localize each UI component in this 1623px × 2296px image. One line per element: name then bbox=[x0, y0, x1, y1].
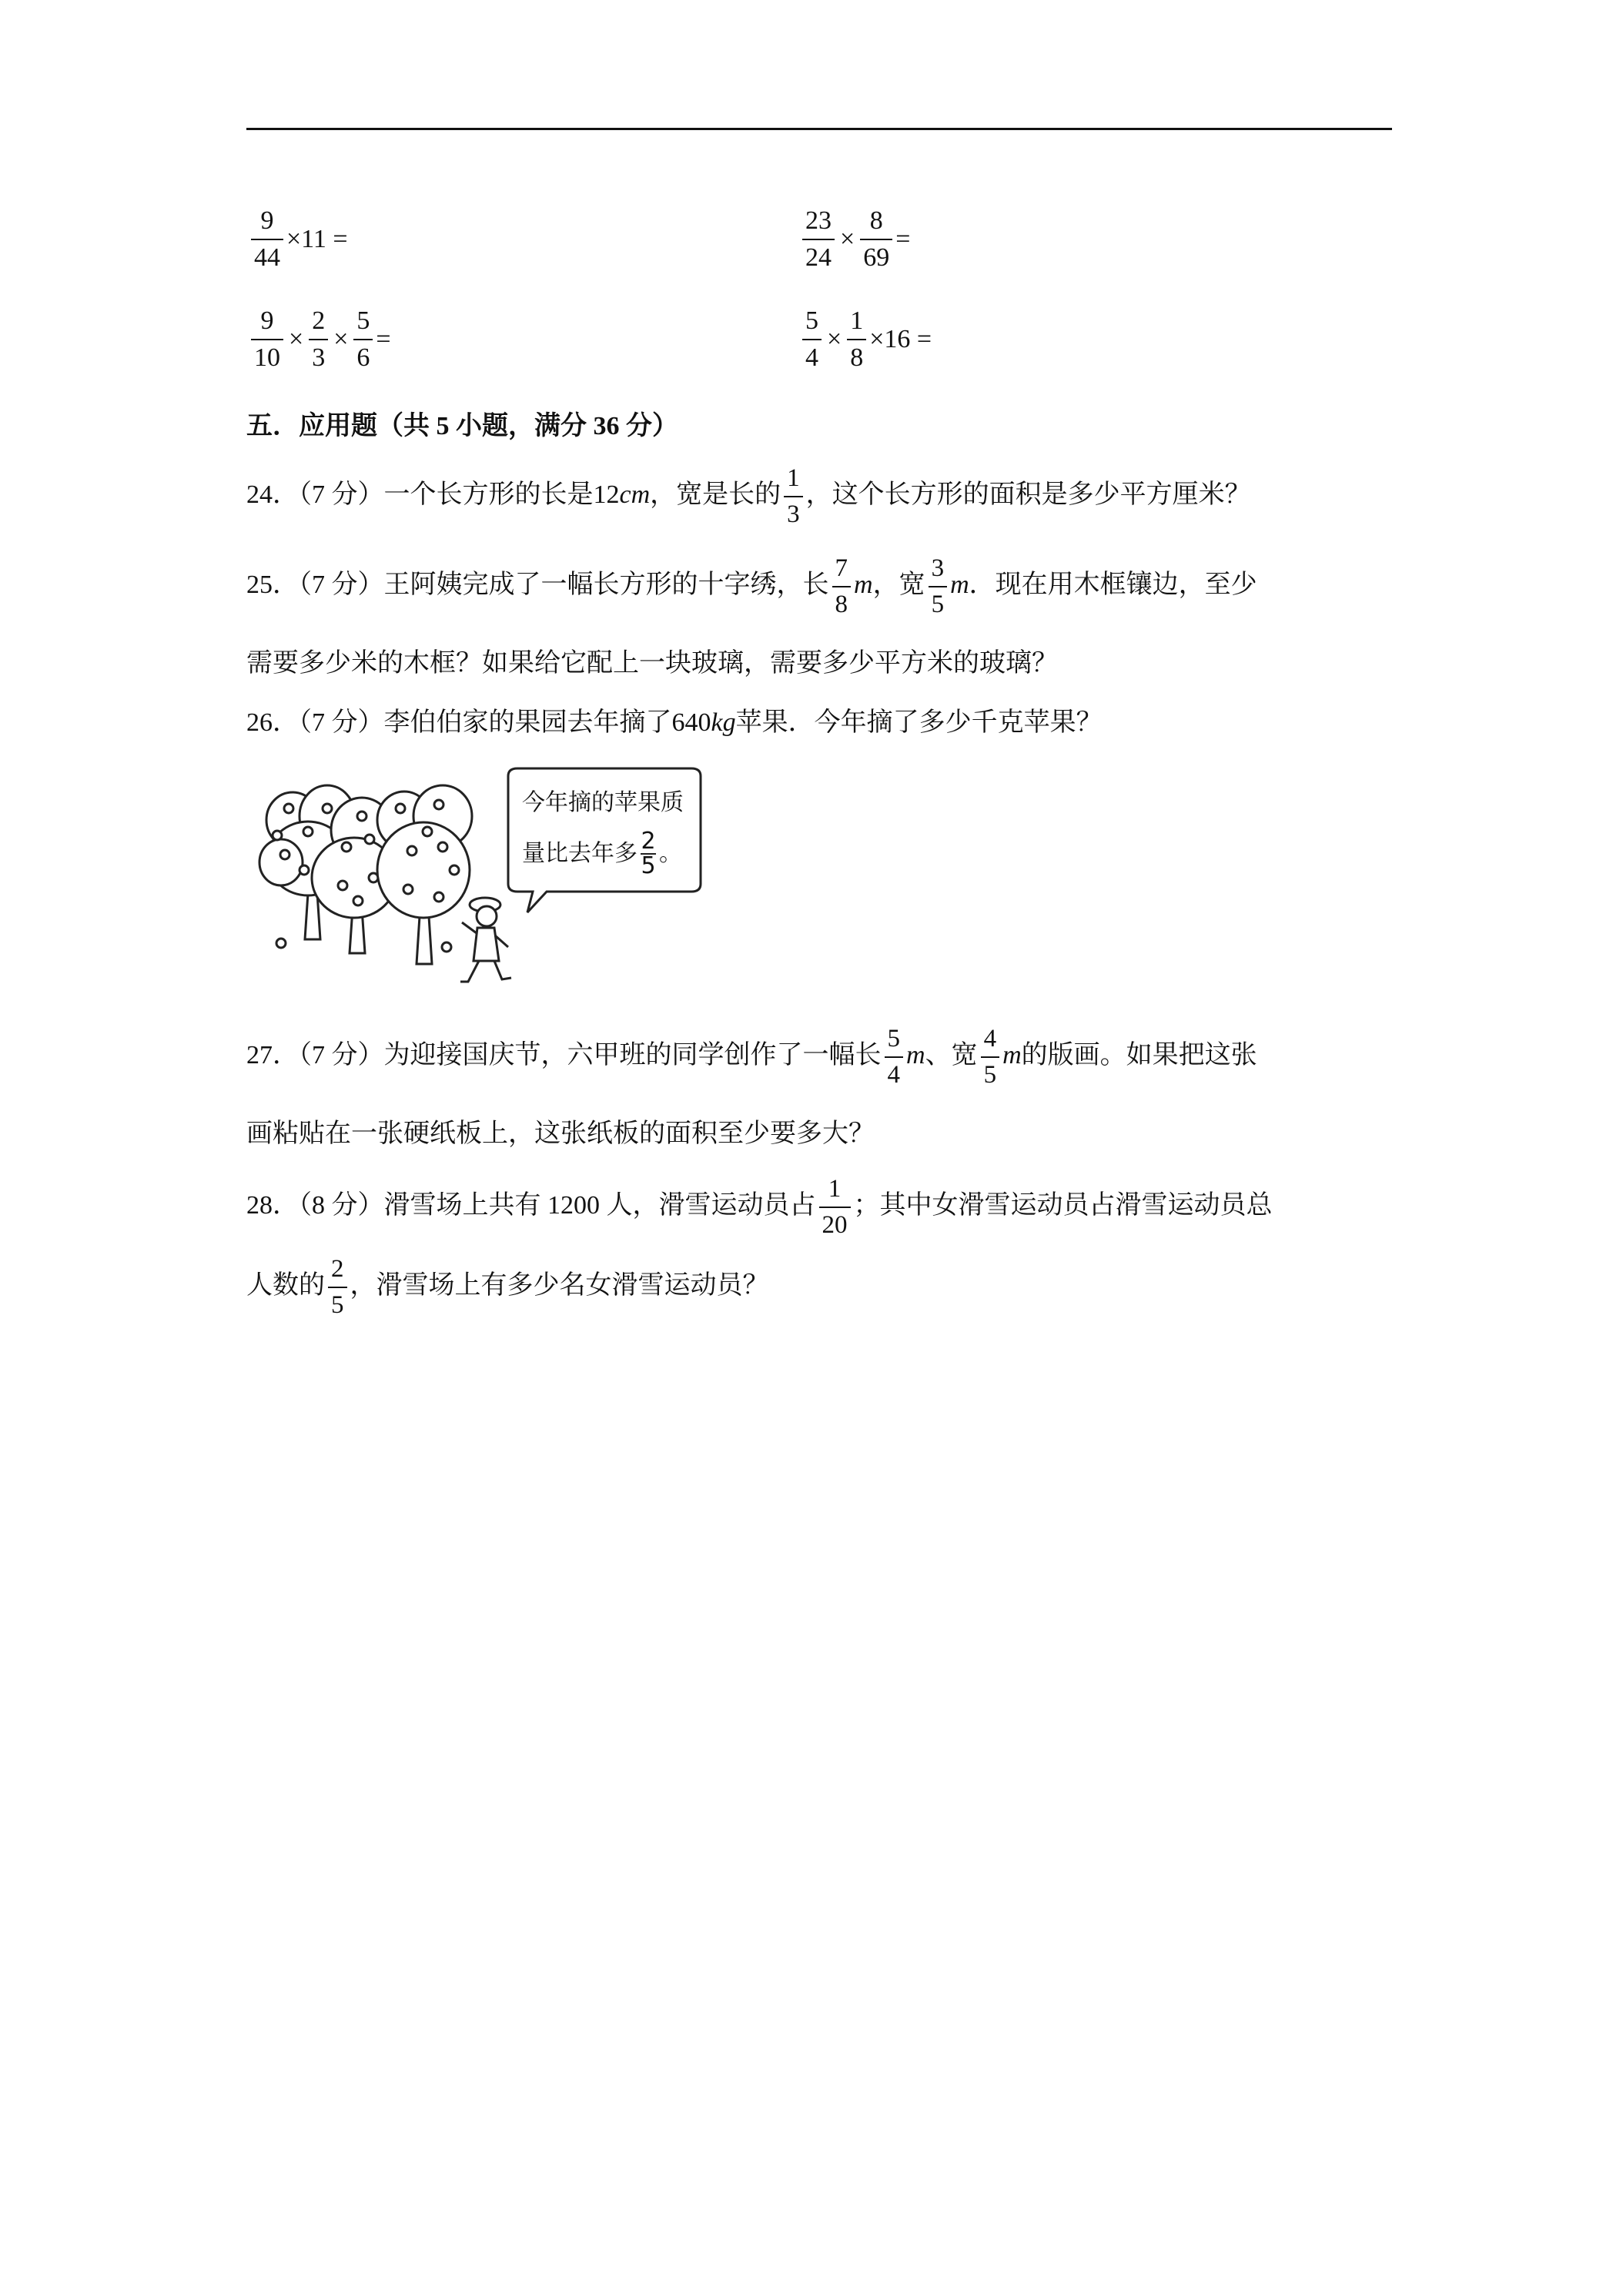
orchard-illustration bbox=[254, 762, 708, 993]
section-heading: 五．应用题（共 5 小题，满分 36 分） bbox=[246, 412, 678, 440]
fraction: $\frac{5}{4}$ bbox=[885, 1026, 904, 1088]
fraction: $\frac{9}{44}$ bbox=[251, 208, 283, 271]
bubble-line-1: 今年摘的苹果质 bbox=[522, 789, 684, 816]
expression-tail: = bbox=[895, 225, 911, 253]
expression-tail: ×16 = bbox=[869, 325, 932, 353]
expression-tail: = bbox=[376, 325, 391, 353]
problem-24: 24．（7 分）一个长方形的长是12cm，宽是长的 $\frac{1}{3}$ ，这个长方形的面积是多少平方厘米？ bbox=[246, 464, 1251, 528]
fraction: $\frac{5}{6}$ bbox=[353, 308, 373, 371]
fraction: $\frac{3}{5}$ bbox=[929, 556, 948, 618]
fraction: $\frac{2}{5}$ bbox=[328, 1257, 347, 1318]
problem-25: 25．（7 分）王阿姨完成了一幅长方形的十字绣，长 $\frac{7}{8}$ m，宽 $\frac{3}{5}$ m．现在用木框镶边，至少 bbox=[246, 554, 1257, 618]
problem-26: 26．（7 分）李伯伯家的果园去年摘了640kg苹果．今年摘了多少千克苹果？ bbox=[246, 708, 1103, 737]
bubble-line-2: 量比去年多 bbox=[522, 840, 637, 867]
fraction: $\frac{8}{69}$ bbox=[860, 208, 892, 271]
fraction: $\frac{1}{8}$ bbox=[847, 308, 866, 371]
bubble-fraction-den: 5 bbox=[641, 852, 656, 879]
apple-tree-icon bbox=[377, 785, 472, 964]
fraction: $\frac{23}{24}$ bbox=[802, 208, 835, 271]
speech-bubble-icon bbox=[508, 768, 701, 912]
problem-25-line-2: 需要多少米的木框？如果给它配上一块玻璃，需要多少平方米的玻璃？ bbox=[246, 649, 1058, 678]
walking-person-icon bbox=[460, 898, 511, 982]
problem-27-line-2: 画粘贴在一张硬纸板上，这张纸板的面积至少要多大？ bbox=[246, 1120, 875, 1148]
expression-1 bbox=[248, 208, 348, 271]
problem-28: 28．（8 分）滑雪场上共有 1200 人，滑雪运动员占 $\frac{1}{20}$ ；其中女滑雪运动员占滑雪运动员总 bbox=[246, 1175, 1273, 1239]
fraction: $\frac{1}{20}$ bbox=[819, 1176, 851, 1238]
times-sign: × bbox=[840, 225, 855, 253]
fraction: $\frac{5}{4}$ bbox=[802, 308, 822, 371]
problem-28-line-2: 人数的 $\frac{2}{5}$ ，滑雪场上有多少名女滑雪运动员？ bbox=[246, 1255, 769, 1319]
times-sign: × bbox=[333, 325, 349, 353]
times-sign: × bbox=[289, 325, 304, 353]
fraction: $\frac{4}{5}$ bbox=[981, 1026, 1000, 1088]
expression-4 bbox=[799, 308, 932, 371]
expression-2 bbox=[799, 208, 910, 271]
fraction: $\frac{7}{8}$ bbox=[832, 556, 852, 618]
bubble-fraction-num: 2 bbox=[641, 828, 656, 855]
fraction: $\frac{9}{10}$ bbox=[251, 308, 283, 371]
expression-3 bbox=[248, 308, 391, 371]
fraction: $\frac{2}{3}$ bbox=[309, 308, 328, 371]
bubble-end: 。 bbox=[659, 840, 682, 867]
times-sign: × bbox=[827, 325, 842, 353]
problem-27: 27．（7 分）为迎接国庆节，六甲班的同学创作了一幅长 $\frac{5}{4}$ m、宽 $\frac{4}{5}$ m的版画。如果把这张 bbox=[246, 1025, 1257, 1089]
header-rule bbox=[246, 128, 1392, 130]
fraction: $\frac{1}{3}$ bbox=[784, 466, 803, 527]
expression-tail: ×11 = bbox=[286, 225, 348, 253]
